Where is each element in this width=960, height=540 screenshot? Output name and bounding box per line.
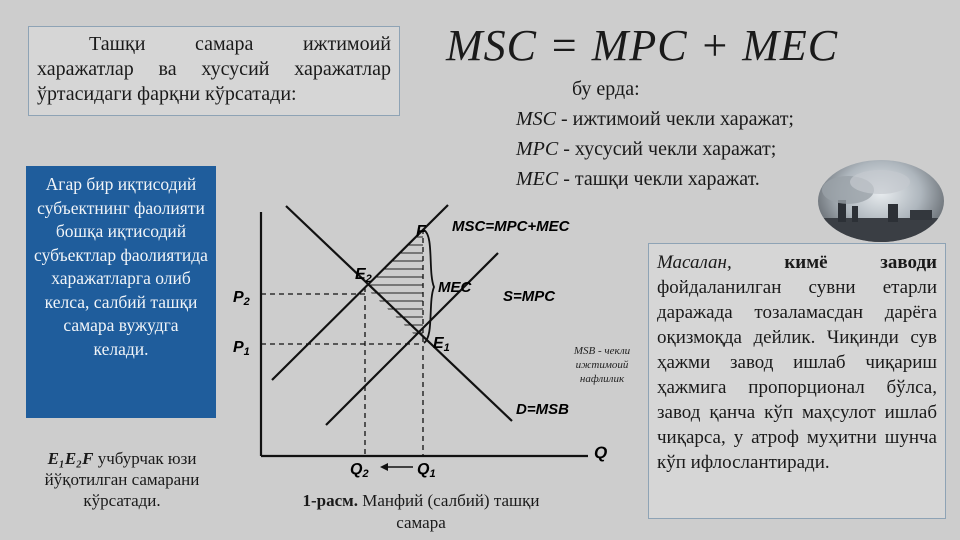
- s-curve: [326, 253, 498, 425]
- label-q2-main: Q: [350, 461, 363, 478]
- label-e2-main: E: [355, 266, 366, 283]
- label-e1-sub: 1: [443, 342, 450, 354]
- msb-note: MSB - чекли ижтимоий нафлилик: [573, 345, 631, 385]
- label-q2-sub: 2: [362, 468, 369, 480]
- label-p1: [233, 339, 250, 358]
- label-mec: MEC: [438, 279, 472, 296]
- top-definition-text: Ташқи самара ижтимоий харажатлар ва хусусий харажатлар ўртасидаги фарқни кўрсатади:: [37, 33, 391, 105]
- label-d-curve: D=MSB: [516, 401, 569, 418]
- label-e2: [355, 266, 372, 285]
- main-formula: MSC = MPC + MEC: [446, 21, 839, 70]
- label-p2-sub: 2: [243, 296, 250, 308]
- definition-symbol: MSC: [516, 108, 556, 130]
- label-msc-curve: MSC=MPC+MEC: [452, 218, 570, 235]
- definition-text: - хусусий чекли харажат;: [563, 138, 777, 160]
- triangle-caption-bold: E₁E₂F: [47, 449, 94, 468]
- label-e2-sub: 2: [365, 273, 372, 285]
- label-q1-main: Q: [417, 461, 430, 478]
- label-q1-sub: 1: [429, 468, 436, 480]
- definition-symbol: MPC: [516, 138, 559, 160]
- label-q1: [417, 461, 436, 480]
- shift-arrow-head: [380, 463, 388, 471]
- label-p2: [233, 289, 250, 308]
- label-s-curve: S=MPC: [503, 288, 556, 305]
- label-p1-main: P: [233, 339, 244, 356]
- d-curve: [286, 206, 512, 421]
- where-label: бу ерда:: [572, 78, 640, 100]
- example-text: фойдаланилган сувни етарли даражада тозаламасдан дарёга оқизмоқда дейлик. Чиқинди сув ҳажми завод ишлаб чиқариш ҳажмига пропорционал бўлса, завод қанча кўп маҳсулот ишлаб чиқарса, у атроф муҳитни шунча кўп ифлослантиради.: [657, 277, 937, 473]
- definition-text: - ташқи чекли харажат.: [563, 168, 760, 190]
- example-lead-bold: кимё заводи: [731, 252, 937, 273]
- figure-caption-text: Манфий (салбий) ташқи самара: [358, 491, 540, 532]
- label-e1: [433, 335, 450, 354]
- definition-symbol: MEC: [516, 168, 559, 190]
- label-e1-main: E: [433, 335, 444, 352]
- triangle-caption-text: учбурчак юзи йўқотилган самарани кўрсатади.: [44, 449, 200, 510]
- label-q-axis: Q: [594, 443, 608, 462]
- negative-externality-text: Агар бир иқтисодий субъектнинг фаолияти бошқа иқтисодий субъектлар фаолиятида харажатларга олиб келса, салбий ташқи самара вужудга келади.: [34, 174, 208, 359]
- label-p2-main: P: [233, 289, 244, 306]
- label-p1-sub: 1: [243, 346, 250, 358]
- example-lead-italic: Масалан,: [657, 252, 732, 273]
- label-q2: [350, 461, 369, 480]
- definition-text: - ижтимоий чекли харажат;: [561, 108, 794, 130]
- figure-caption-bold: 1-расм.: [302, 491, 359, 510]
- label-f: F: [416, 223, 426, 240]
